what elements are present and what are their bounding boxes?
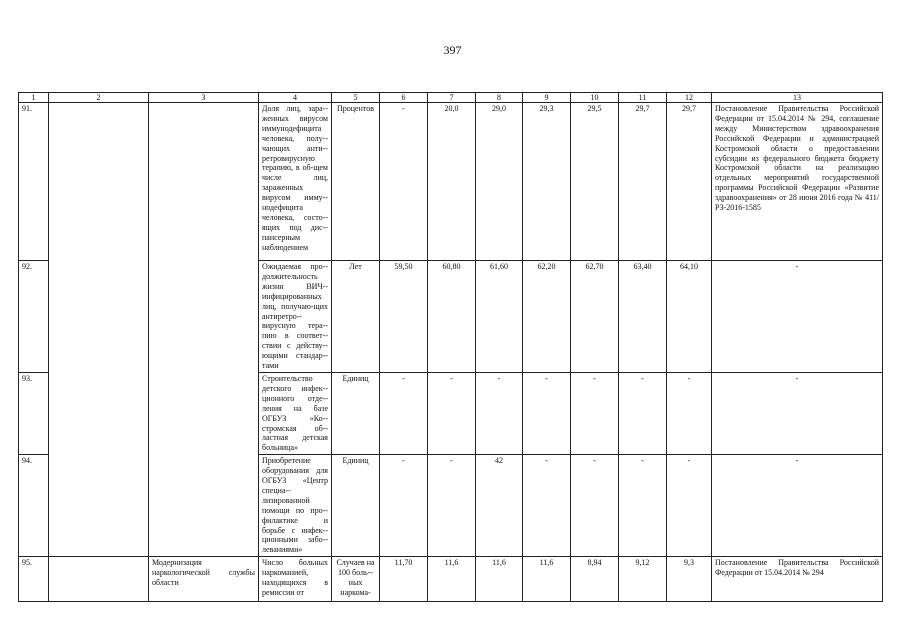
indicator-name: Доля лиц, зара-женных вирусом иммунодефицита человека, полу-чающих анти-ретровирусную терапию, в об-щем числе лиц, зараженных вирусом имму-нодефицита человека, состо-ящих под дис-пансерным наблюдением: [259, 103, 332, 261]
header-cell: 3: [149, 93, 259, 103]
indicator-name: Число больных наркоманией, находящихся в ремиссии от: [259, 557, 332, 602]
header-cell: 11: [619, 93, 667, 103]
value-cell: 60,80: [428, 261, 476, 373]
unit: Случаев на 100 боль-ных наркома-: [332, 557, 380, 602]
basis-document: Постановление Правительства Российской Федерации от 15.04.2014 № 294: [712, 557, 883, 602]
value-cell: 9,3: [667, 557, 712, 602]
header-cell: 7: [428, 93, 476, 103]
value-cell: -: [667, 455, 712, 557]
row-number: 94.: [19, 455, 49, 557]
basis-document: -: [712, 372, 883, 454]
value-cell: 64,10: [667, 261, 712, 373]
indicator-name: Приобретение оборудования для ОГБУЗ «Центр специа-лизированной помощи по про-филактике и борьбе с инфек-ционными забо-леваниями»: [259, 455, 332, 557]
value-cell: -: [667, 372, 712, 454]
header-cell: 1: [19, 93, 49, 103]
unit: Единиц: [332, 455, 380, 557]
header-cell: 8: [476, 93, 523, 103]
header-cell: 12: [667, 93, 712, 103]
value-cell: 29,0: [476, 103, 523, 261]
value-cell: 11,6: [428, 557, 476, 602]
header-cell: 2: [49, 93, 149, 103]
value-cell: -: [380, 455, 428, 557]
value-cell: -: [571, 455, 619, 557]
value-cell: 62,70: [571, 261, 619, 373]
value-cell: -: [428, 455, 476, 557]
value-cell: -: [380, 372, 428, 454]
value-cell: -: [571, 372, 619, 454]
table-row: [19, 103, 883, 261]
row-number: 95.: [19, 557, 49, 602]
value-cell: 61,60: [476, 261, 523, 373]
value-cell: 59,50: [380, 261, 428, 373]
basis-document: Постановление Правительства Российской Федерации от 15.04.2014 № 294, соглашение между Министерством здравоохранения Российской Федерации и администрацией Костромской области о предоставлении субсидии из федерального бюджета бюджету Костромской области на реализацию отдельных мероприятий государственной программы Российской Федерации «Развитие здравоохранения» от 28 июня 2016 года № 411/РЗ-2016-1585: [712, 103, 883, 261]
page-number: 397: [443, 43, 462, 57]
header-cell: 5: [332, 93, 380, 103]
value-cell: -: [523, 455, 571, 557]
value-cell: -: [428, 372, 476, 454]
value-cell: 63,40: [619, 261, 667, 373]
header-cell: 13: [712, 93, 883, 103]
row-number: 92.: [19, 261, 49, 373]
unit: Единиц: [332, 372, 380, 454]
header-cell: 10: [571, 93, 619, 103]
value-cell: 29,7: [619, 103, 667, 261]
value-cell: -: [619, 372, 667, 454]
value-cell: 8,94: [571, 557, 619, 602]
row-number: 91.: [19, 103, 49, 261]
header-cell: 6: [380, 93, 428, 103]
value-cell: -: [523, 372, 571, 454]
value-cell: 11,6: [523, 557, 571, 602]
value-cell: -: [619, 455, 667, 557]
table-row: [19, 557, 883, 602]
indicator-name: Ожидаемая про-должительность жизни ВИЧ-инфицированных лиц, получаю-щих антиретро-вирусную тера-пию в соответ-ствии с действу-ющими стандар-тами: [259, 261, 332, 373]
basis-document: -: [712, 261, 883, 373]
section-name: [49, 557, 149, 602]
value-cell: 62,20: [523, 261, 571, 373]
value-cell: 42: [476, 455, 523, 557]
basis-document: -: [712, 455, 883, 557]
value-cell: -: [476, 372, 523, 454]
value-cell: 11,6: [476, 557, 523, 602]
section-name: [49, 103, 149, 557]
measure-name: Модернизация наркологической службы области: [149, 557, 259, 602]
value-cell: 29,5: [571, 103, 619, 261]
header-cell: 9: [523, 93, 571, 103]
indicators-table: [18, 92, 883, 602]
header-cell: 4: [259, 93, 332, 103]
indicator-name: Строительство детского инфек-ционного отде-ления на базе ОГБУЗ «Ко-стромская об-ластная детская больница»: [259, 372, 332, 454]
unit: Лет: [332, 261, 380, 373]
value-cell: 29,3: [523, 103, 571, 261]
unit: Процентов: [332, 103, 380, 261]
value-cell: 9,12: [619, 557, 667, 602]
row-number: 93.: [19, 372, 49, 454]
value-cell: 29,7: [667, 103, 712, 261]
header-row: [19, 93, 883, 103]
value-cell: 20,0: [428, 103, 476, 261]
value-cell: -: [380, 103, 428, 261]
value-cell: 11,70: [380, 557, 428, 602]
measure-name: [149, 103, 259, 557]
